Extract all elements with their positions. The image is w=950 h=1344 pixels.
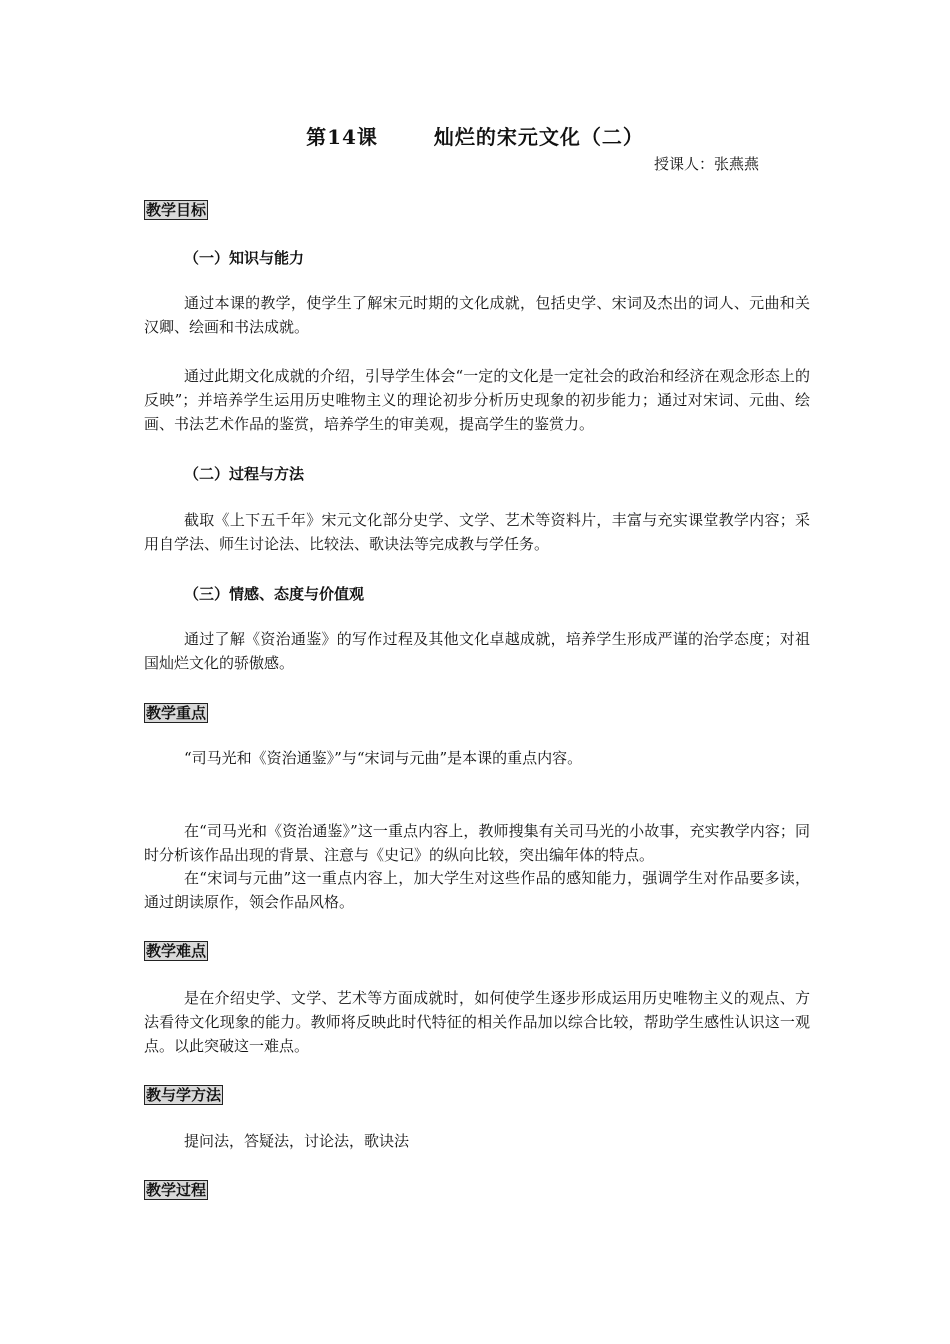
paragraph-methods: 提问法，答疑法，讨论法，歌诀法 [184, 1132, 410, 1150]
heading-difficulties: 教学难点 [146, 942, 207, 960]
document-title [0, 121, 950, 150]
subheading-knowledge: （一）知识与能力 [184, 249, 305, 267]
paragraph-knowledge-2: 通过此期文化成就的介绍，引导学生体会“一定的文化是一定社会的政治和经济在观念形态上的反映”；并培养学生运用历史唯物主义的理论初步分析历史现象的初步能力；通过对宋词、元曲、绘画、书法艺术作品的鉴赏，培养学生的审美观，提高学生的鉴赏力。 [144, 367, 810, 433]
paragraph-difficulties: 是在介绍史学、文学、艺术等方面成就时，如何使学生逐步形成运用历史唯物主义的观点、方法看待文化现象的能力。教师将反映此时代特征的相关作品加以综合比较，帮助学生感性认识这一观点。以此突破这一难点。 [144, 989, 810, 1055]
lesson-title: 灿烂的宋元文化（二） [433, 125, 644, 149]
heading-process: 教学过程 [146, 1181, 207, 1199]
paragraph-process-method: 截取《上下五千年》宋元文化部分史学、文学、艺术等资料片，丰富与充实课堂教学内容；采用自学法、师生讨论法、比较法、歌诀法等完成教与学任务。 [144, 511, 810, 553]
heading-key-points: 教学重点 [146, 704, 207, 722]
heading-methods: 教与学方法 [146, 1086, 222, 1104]
paragraph-key-points-2: 在“司马光和《资治通鉴》”这一重点内容上，教师搜集有关司马光的小故事，充实教学内容；同时分析该作品出现的背景、注意与《史记》的纵向比较，突出编年体的特点。 [144, 822, 810, 864]
paragraph-values: 通过了解《资治通鉴》的写作过程及其他文化卓越成就，培养学生形成严谨的治学态度；对祖国灿烂文化的骄傲感。 [144, 630, 810, 672]
subheading-process-method: （二）过程与方法 [184, 465, 305, 483]
lesson-number: 第14课 [306, 125, 378, 149]
paragraph-key-points-3: 在“宋词与元曲”这一重点内容上，加大学生对这些作品的感知能力，强调学生对作品要多读，通过朗读原作，领会作品风格。 [144, 869, 810, 911]
author-line: 授课人：张燕燕 [654, 155, 760, 173]
paragraph-key-points-1: “司马光和《资治通鉴》”与“宋词与元曲”是本课的重点内容。 [184, 749, 583, 767]
subheading-values: （三）情感、态度与价值观 [184, 585, 365, 603]
paragraph-knowledge-1: 通过本课的教学，使学生了解宋元时期的文化成就，包括史学、宋词及杰出的词人、元曲和关汉卿、绘画和书法成就。 [144, 294, 810, 336]
heading-objectives: 教学目标 [146, 201, 207, 219]
